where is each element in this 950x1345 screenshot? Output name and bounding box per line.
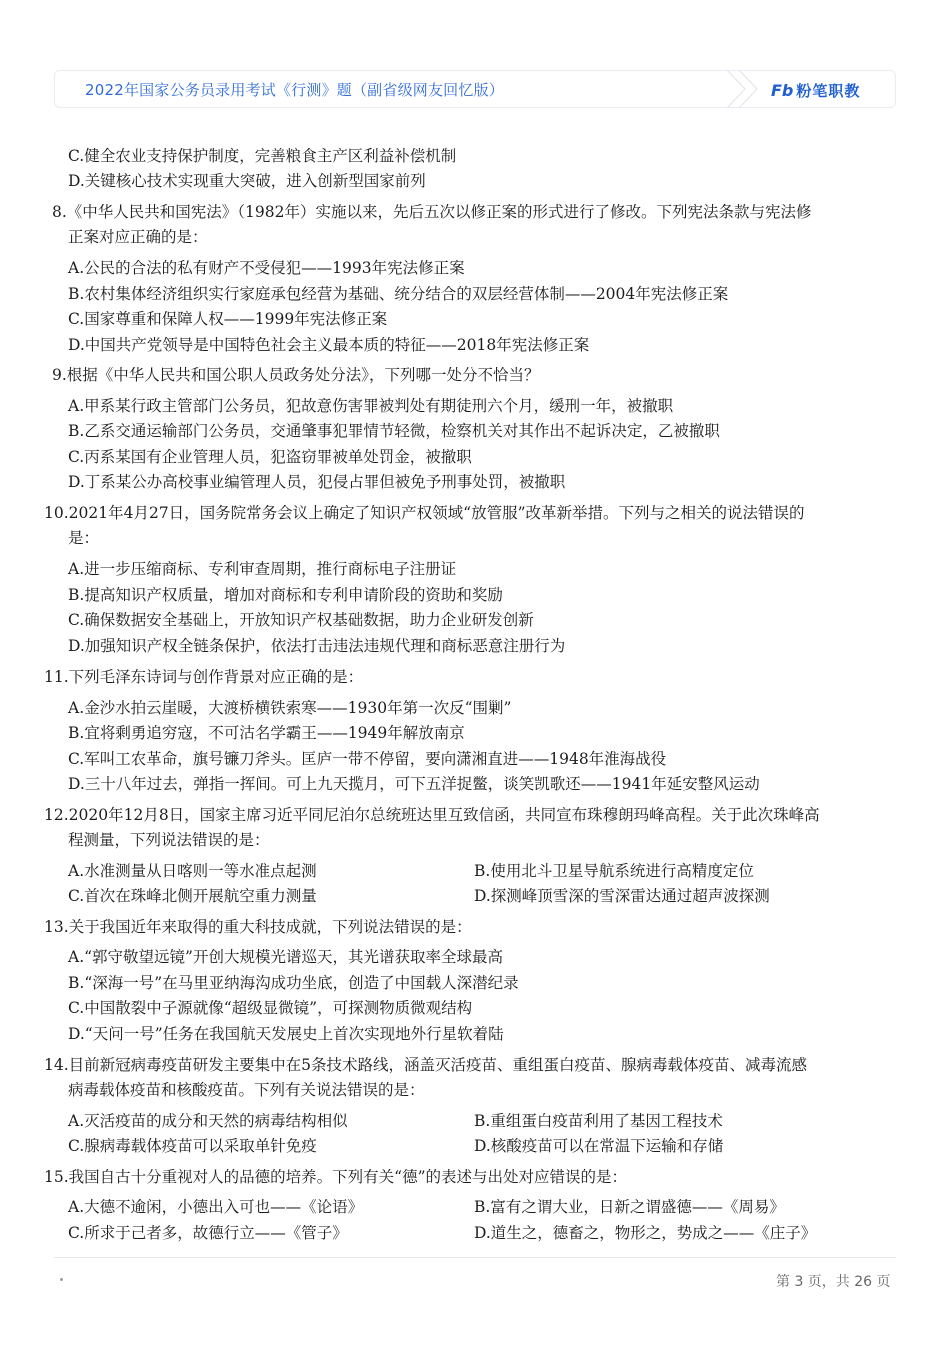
option-9d: D.丁系某公办高校事业编管理人员，犯侵占罪但被免予刑事处罚，被撤职: [68, 473, 566, 491]
question-8-stem-cont: 正案对应正确的是：: [68, 228, 208, 246]
option-11a: A.金沙水拍云崖暖，大渡桥横铁索寒——1930年第一次反“围剿”: [68, 699, 512, 717]
option-8a: A.公民的合法的私有财产不受侵犯——1993年宪法修正案: [68, 259, 465, 277]
question-11-stem: 11.下列毛泽东诗词与创作背景对应正确的是：: [44, 668, 364, 686]
page-header: [54, 70, 896, 108]
option-12a: A.水准测量从日喀则一等水准点起测: [68, 862, 317, 880]
question-10-stem: 10.2021年4月27日，国务院常务会议上确定了知识产权领域“放管服”改革新举措。下列与之相关的说法错误的: [44, 504, 805, 522]
option-14d: D.核酸疫苗可以在常温下运输和存储: [474, 1137, 724, 1155]
option-10b: B.提高知识产权质量，增加对商标和专利申请阶段的资助和奖励: [68, 586, 503, 604]
option-13a: A.“郭守敬望远镜”开创大规模光谱巡天，其光谱获取率全球最高: [68, 948, 503, 966]
document-title: 2022年国家公务员录用考试《行测》题（副省级网友回忆版）: [85, 81, 504, 99]
question-12-stem: 12.2020年12月8日，国家主席习近平同尼泊尔总统班达里互致信函，共同宣布珠穆朗玛峰高程。关于此次珠峰高: [44, 806, 820, 824]
option-12c: C.首次在珠峰北侧开展航空重力测量: [68, 887, 317, 905]
option-7d: D.关键核心技术实现重大突破，进入创新型国家前列: [68, 172, 426, 190]
option-11c: C.军叫工农革命，旗号镰刀斧头。匡庐一带不停留，要向潇湘直进——1948年淮海战役: [68, 750, 667, 768]
question-14-stem-cont: 病毒载体疫苗和核酸疫苗。下列有关说法错误的是：: [68, 1081, 425, 1099]
question-13-stem: 13.关于我国近年来取得的重大科技成就，下列说法错误的是：: [44, 918, 472, 936]
option-15a: A.大德不逾闲，小德出入可也——《论语》: [68, 1198, 364, 1216]
option-9c: C.丙系某国有企业管理人员，犯盗窃罪被单处罚金，被撤职: [68, 448, 472, 466]
option-13b: B.“深海一号”在马里亚纳海沟成功坐底，创造了中国载人深潜纪录: [68, 974, 519, 992]
option-9b: B.乙系交通运输部门公务员，交通肇事犯罪情节轻微，检察机关对其作出不起诉决定，乙被撤职: [68, 422, 720, 440]
option-10d: D.加强知识产权全链条保护，依法打击违法违规代理和商标恶意注册行为: [68, 637, 566, 655]
option-14c: C.腺病毒载体疫苗可以采取单针免疫: [68, 1137, 317, 1155]
option-13c: C.中国散裂中子源就像“超级显微镜”，可探测物质微观结构: [68, 999, 473, 1017]
option-14b: B.重组蛋白疫苗利用了基因工程技术: [474, 1112, 723, 1130]
option-10c: C.确保数据安全基础上，开放知识产权基础数据，助力企业研发创新: [68, 611, 534, 629]
option-8c: C.国家尊重和保障人权——1999年宪法修正案: [68, 310, 388, 328]
page-number: 第 3 页，共 26 页: [776, 1274, 891, 1290]
footer-dot-icon: [60, 1278, 63, 1281]
option-12d: D.探测峰顶雪深的雪深雷达通过超声波探测: [474, 887, 770, 905]
option-8d: D.中国共产党领导是中国特色社会主义最本质的特征——2018年宪法修正案: [68, 336, 590, 354]
question-15-stem: 15.我国自古十分重视对人的品德的培养。下列有关“德”的表述与出处对应错误的是：: [44, 1168, 628, 1186]
brand-logo-text: 粉笔职教: [796, 81, 861, 100]
question-10-stem-cont: 是：: [68, 529, 100, 547]
footer-divider: [54, 1257, 896, 1258]
question-9-stem: 9.根据《中华人民共和国公职人员政务处分法》，下列哪一处分不恰当？: [52, 366, 540, 384]
question-14-stem: 14.目前新冠病毒疫苗研发主要集中在5条技术路线，涵盖灭活疫苗、重组蛋白疫苗、腺病毒载体疫苗、减毒流感: [44, 1056, 808, 1074]
brand-logo: [771, 80, 860, 100]
question-8-stem: 8.《中华人民共和国宪法》（1982年）实施以来，先后五次以修正案的形式进行了修改。下列宪法条款与宪法修: [52, 203, 812, 221]
option-15b: B.富有之谓大业，日新之谓盛德——《周易》: [474, 1198, 785, 1216]
option-15d: D.道生之，德畜之，物形之，势成之——《庄子》: [474, 1224, 817, 1242]
option-8b: B.农村集体经济组织实行家庭承包经营为基础、统分结合的双层经营体制——2004年宪法修正案: [68, 285, 729, 303]
option-11d: D.三十八年过去，弹指一挥间。可上九天揽月，可下五洋捉鳖，谈笑凯歌还——1941年延安整风运动: [68, 775, 760, 793]
brand-logo-mark: Fb: [771, 80, 794, 100]
question-12-stem-cont: 程测量，下列说法错误的是：: [68, 831, 270, 849]
option-15c: C.所求于己者多，故德行立——《管子》: [68, 1224, 348, 1242]
option-13d: D.“天问一号”任务在我国航天发展史上首次实现地外行星软着陆: [68, 1025, 504, 1043]
option-9a: A.甲系某行政主管部门公务员，犯故意伤害罪被判处有期徒刑六个月，缓刑一年，被撤职: [68, 397, 674, 415]
option-7c: C.健全农业支持保护制度，完善粮食主产区利益补偿机制: [68, 147, 457, 165]
option-12b: B.使用北斗卫星导航系统进行高精度定位: [474, 862, 754, 880]
option-10a: A.进一步压缩商标、专利审查周期，推行商标电子注册证: [68, 560, 457, 578]
option-14a: A.灭活疫苗的成分和天然的病毒结构相似: [68, 1112, 348, 1130]
option-11b: B.宜将剩勇追穷寇，不可沽名学霸王——1949年解放南京: [68, 724, 465, 742]
